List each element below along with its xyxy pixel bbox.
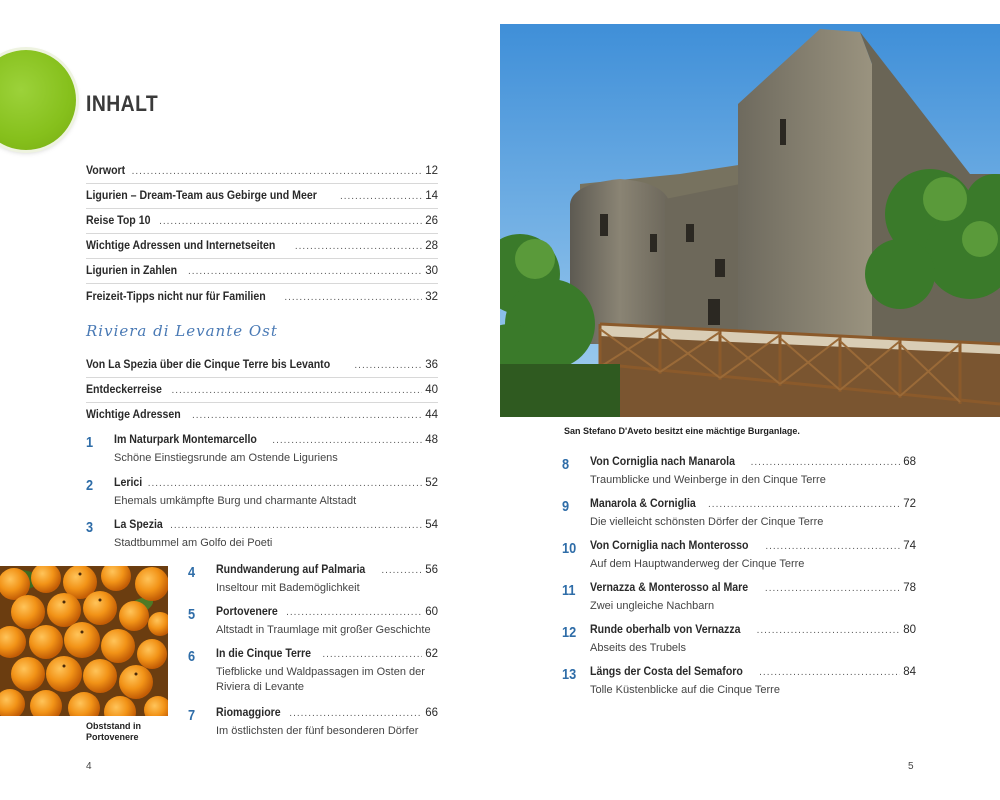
tour-number: 7 [188, 707, 196, 724]
toc-leader-dots [295, 241, 422, 252]
page-number: 4 [86, 761, 92, 772]
toc-leader-dots [132, 166, 423, 177]
toc-entry-page: 14 [425, 190, 438, 202]
toc-entry-label: Reise Top 10 [86, 215, 151, 227]
toc-leader-dots [322, 649, 422, 660]
toc-leader-dots [759, 667, 900, 678]
tour-description: Im östlichsten der fünf besonderen Dörfer [216, 725, 419, 737]
tour-title: Runde oberhalb von Vernazza [590, 624, 741, 636]
toc-leader-dots [188, 266, 422, 277]
toc-leader-dots [354, 360, 422, 371]
toc-leader-dots [765, 583, 900, 594]
tour-title-line [590, 456, 916, 468]
toc-entry-label: Wichtige Adressen und Internetseiten [86, 240, 276, 252]
tour-title-line [590, 666, 916, 678]
toc-leader-dots [286, 607, 422, 618]
toc-entry-label: Freizeit-Tipps nicht nur für Familien [86, 291, 266, 303]
tour-description: Abseits des Trubels [590, 642, 686, 654]
tour-entry-6[interactable] [188, 648, 438, 700]
tour-entry-4[interactable] [188, 564, 438, 600]
tour-entry-10[interactable] [562, 540, 916, 576]
tour-description [216, 665, 425, 695]
tour-number: 4 [188, 564, 196, 581]
tour-number: 9 [562, 498, 570, 515]
tour-title: Lerici [114, 477, 143, 489]
tour-description: Die vielleicht schönsten Dörfer der Cinque Terre [590, 516, 824, 528]
tour-title: Manarola & Corniglia [590, 498, 696, 510]
tour-number: 3 [86, 519, 94, 536]
caption-line: Obststand in [86, 721, 142, 731]
toc-leader-dots [765, 541, 900, 552]
toc-entry-label: Ligurien in Zahlen [86, 265, 178, 277]
toc-entry-von-la-spezia[interactable] [86, 359, 438, 371]
toc-entry-page: 44 [425, 409, 438, 421]
tour-title-line [590, 540, 916, 552]
tour-title: Von Corniglia nach Manarola [590, 456, 736, 468]
toc-entry-label: Vorwort [86, 165, 126, 177]
tour-page: 54 [425, 519, 438, 531]
toc-leader-dots [757, 625, 901, 636]
toc-entry-page: 36 [425, 359, 438, 371]
tour-page: 56 [425, 564, 438, 576]
toc-entry-wichtige-adressen[interactable] [86, 409, 438, 421]
tour-title: Rundwanderung auf Palmaria [216, 564, 366, 576]
tour-number: 6 [188, 648, 196, 665]
tour-page: 78 [903, 582, 916, 594]
toc-entry-label: Von La Spezia über die Cinque Terre bis Levanto [86, 359, 331, 371]
tour-title: Vernazza & Monterosso al Mare [590, 582, 749, 594]
tour-description: Inseltour mit Bademöglichkeit [216, 582, 360, 594]
toc-leader-dots [192, 410, 422, 421]
tour-entry-7[interactable] [188, 707, 438, 743]
tour-description-line: Riviera di Levante [216, 681, 305, 693]
tour-number: 11 [562, 582, 576, 599]
tour-page: 60 [425, 606, 438, 618]
tour-title: Von Corniglia nach Monterosso [590, 540, 749, 552]
divider [86, 233, 438, 234]
toc-entry-wichtige-adressen-internet[interactable] [86, 240, 438, 252]
tour-page: 52 [425, 477, 438, 489]
toc-entry-page: 12 [425, 165, 438, 177]
tour-description: Ehemals umkämpfte Burg und charmante Altstadt [114, 495, 357, 507]
toc-leader-dots [170, 520, 422, 531]
right-page [500, 0, 1000, 800]
tour-entry-8[interactable] [562, 456, 916, 492]
tour-number: 2 [86, 477, 94, 494]
tour-title-line [216, 606, 438, 618]
toc-entry-label: Ligurien – Dream-Team aus Gebirge und Meer [86, 190, 317, 202]
toc-entry-label: Entdeckerreise [86, 384, 162, 396]
tour-description: Zwei ungleiche Nachbarn [590, 600, 715, 612]
toc-entry-ligurien[interactable] [86, 190, 438, 202]
toc-entry-page: 30 [425, 265, 438, 277]
tour-entry-9[interactable] [562, 498, 916, 534]
toc-leader-dots [171, 385, 422, 396]
toc-entry-reise-top-10[interactable] [86, 215, 438, 227]
divider [86, 402, 438, 403]
tour-page: 74 [903, 540, 916, 552]
tour-description: Schöne Einstiegsrunde am Ostende Liguriens [114, 452, 338, 464]
tour-number: 8 [562, 456, 570, 473]
toc-entry-page: 26 [425, 215, 438, 227]
tour-title-line [216, 707, 438, 719]
tour-number: 5 [188, 606, 196, 623]
tour-description: Traumblicke und Weinberge in den Cinque Terre [590, 474, 826, 486]
castle-photo-caption: San Stefano D'Aveto besitzt eine mächtige Burganlage. [564, 426, 800, 436]
tour-page: 48 [425, 434, 438, 446]
tour-entry-2[interactable] [86, 477, 438, 513]
tour-number: 12 [562, 624, 577, 641]
tour-entry-13[interactable] [562, 666, 916, 702]
toc-entry-entdeckerreise[interactable] [86, 384, 438, 396]
tour-entry-11[interactable] [562, 582, 916, 618]
tour-title: In die Cinque Terre [216, 648, 312, 660]
toc-entry-page: 40 [425, 384, 438, 396]
green-circle-decoration [0, 50, 76, 150]
castle-photo [500, 24, 1000, 417]
tour-title-line [216, 648, 438, 660]
divider [86, 258, 438, 259]
tour-title-line [590, 624, 916, 636]
tour-description: Altstadt in Traumlage mit großer Geschichte [216, 624, 431, 636]
tour-page: 72 [903, 498, 916, 510]
tour-entry-5[interactable] [188, 606, 438, 642]
tour-title-line [114, 519, 438, 531]
divider [86, 283, 438, 284]
toc-leader-dots [289, 708, 422, 719]
toc-entry-label: Wichtige Adressen [86, 409, 181, 421]
tour-number: 1 [86, 434, 94, 451]
toc-leader-dots [340, 191, 422, 202]
tour-description: Auf dem Hauptwanderweg der Cinque Terre [590, 558, 805, 570]
tour-entry-3[interactable] [86, 519, 438, 555]
tour-page: 84 [903, 666, 916, 678]
toc-entry-vorwort[interactable] [86, 165, 438, 177]
toc-leader-dots [272, 435, 422, 446]
tour-number: 10 [562, 540, 577, 557]
toc-leader-dots [708, 499, 900, 510]
oranges-photo [0, 566, 168, 716]
toc-leader-dots [159, 216, 422, 227]
divider [86, 183, 438, 184]
tour-entry-1[interactable] [86, 434, 438, 470]
tour-page: 68 [903, 456, 916, 468]
tour-title: La Spezia [114, 519, 163, 531]
caption-line: Portovenere [86, 732, 139, 742]
tour-title: Portovenere [216, 606, 278, 618]
toc-leader-dots [381, 565, 422, 576]
section-heading: Riviera di Levante Ost [86, 322, 278, 340]
tour-title-line [590, 582, 916, 594]
tour-page: 62 [425, 648, 438, 660]
tour-title-line [216, 564, 438, 576]
tour-entry-12[interactable] [562, 624, 916, 660]
page-number: 5 [908, 761, 914, 772]
toc-leader-dots [751, 457, 901, 468]
tour-number: 13 [562, 666, 577, 683]
toc-leader-dots [148, 478, 423, 489]
page-title: INHALT [86, 91, 159, 116]
toc-entry-ligurien-in-zahlen[interactable] [86, 265, 438, 277]
toc-entry-freizeit-tipps[interactable] [86, 291, 438, 303]
divider [86, 208, 438, 209]
tour-description: Tolle Küstenblicke auf die Cinque Terre [590, 684, 780, 696]
tour-description-line: Tiefblicke und Waldpassagen im Osten der [216, 666, 425, 678]
toc-leader-dots [284, 292, 422, 303]
tour-page: 66 [425, 707, 438, 719]
tour-title-line [114, 477, 438, 489]
tour-page: 80 [903, 624, 916, 636]
divider [86, 377, 438, 378]
toc-entry-page: 32 [425, 291, 438, 303]
tour-description: Stadtbummel am Golfo dei Poeti [114, 537, 273, 549]
tour-title: Riomaggiore [216, 707, 281, 719]
tour-title: Im Naturpark Montemarcello [114, 434, 257, 446]
tour-title: Längs der Costa del Semaforo [590, 666, 743, 678]
tour-title-line [590, 498, 916, 510]
oranges-photo-caption [86, 721, 141, 743]
toc-entry-page: 28 [425, 240, 438, 252]
tour-title-line [114, 434, 438, 446]
